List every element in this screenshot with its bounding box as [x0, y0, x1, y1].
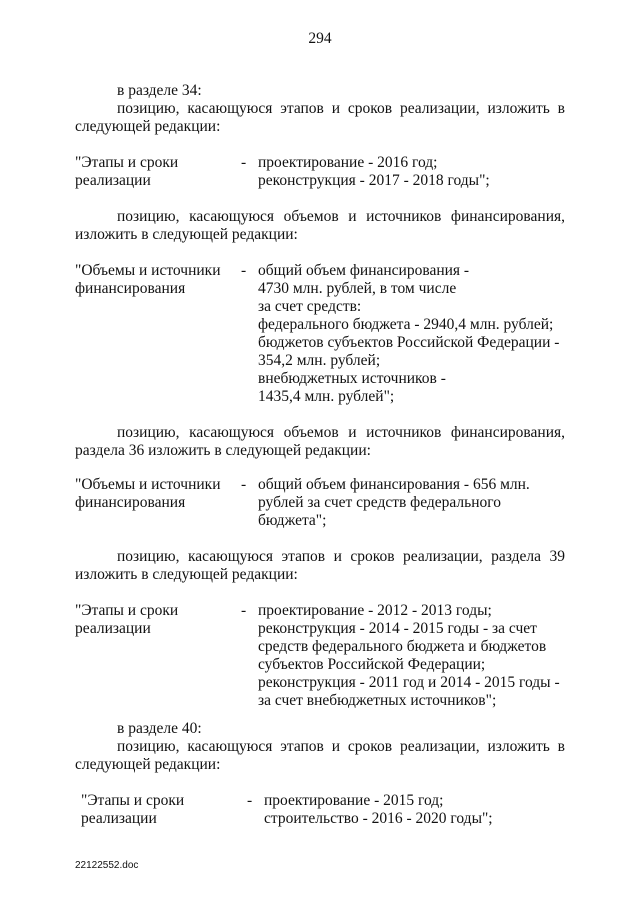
label-line: "Объемы и источники: [75, 262, 221, 279]
value-line: за счет внебюджетных источников";: [258, 692, 497, 709]
section34-intro: [75, 82, 565, 136]
row-label: [81, 792, 251, 828]
row-label: [75, 262, 245, 298]
value-line: 354,2 млн. рублей;: [258, 352, 381, 369]
paragraph-text: изложить в следующей редакции:: [75, 566, 298, 583]
row-value: [258, 602, 578, 710]
value-line: бюджетов субъектов Российской Федерации -: [258, 334, 560, 351]
value-line: бюджета";: [258, 512, 327, 529]
value-line: 4730 млн. рублей, в том числе: [258, 280, 457, 297]
paragraph-text: раздела 36 изложить в следующей редакции:: [75, 442, 371, 459]
value-line: реконструкция - 2014 - 2015 годы - за счет: [258, 620, 537, 637]
label-line: "Этапы и сроки: [75, 154, 179, 171]
label-line: реализации: [81, 810, 157, 827]
section34-header: в разделе 34:: [117, 82, 202, 99]
row-label: [75, 154, 245, 190]
value-line: проектирование - 2012 - 2013 годы;: [258, 602, 492, 619]
value-line: субъектов Российской Федерации;: [258, 656, 486, 673]
label-line: "Этапы и сроки: [75, 602, 179, 619]
label-line: реализации: [75, 172, 151, 189]
value-line: проектирование - 2015 год;: [264, 792, 444, 809]
row-dash: -: [241, 476, 247, 493]
row-label: [75, 602, 245, 638]
row-dash: -: [241, 262, 247, 279]
paragraph-text: позицию, касающуюся этапов и сроков реализации, изложить в: [117, 738, 565, 755]
label-line: "Этапы и сроки: [81, 792, 185, 809]
label-line: финансирования: [75, 280, 186, 297]
value-line: 1435,4 млн. рублей";: [258, 388, 395, 405]
label-line: реализации: [75, 620, 151, 637]
value-line: общий объем финансирования - 656 млн.: [258, 476, 530, 493]
paragraph-text: изложить в следующей редакции:: [75, 226, 298, 243]
paragraph-2: [75, 208, 565, 244]
row-label: [75, 476, 245, 512]
value-line: средств федерального бюджета и бюджетов: [258, 638, 547, 655]
row-dash: -: [241, 602, 247, 619]
value-line: федерального бюджета - 2940,4 млн. рублей;: [258, 316, 554, 333]
value-line: общий объем финансирования -: [258, 262, 470, 279]
paragraph-text: следующей редакции:: [75, 118, 221, 135]
row-value: [258, 262, 578, 406]
section40-header: в разделе 40:: [117, 720, 202, 737]
value-line: внебюджетных источников -: [258, 370, 446, 387]
footer-doc-name: 22122552.doc: [75, 860, 139, 871]
row-value: [258, 154, 578, 190]
row-value: [264, 792, 584, 828]
value-line: рублей за счет средств федерального: [258, 494, 502, 511]
paragraph-text: позицию, касающуюся объемов и источников финансирования,: [117, 424, 565, 441]
value-line: реконструкция - 2017 - 2018 годы";: [258, 172, 490, 189]
paragraph-4: [75, 548, 565, 584]
value-line: реконструкция - 2011 год и 2014 - 2015 годы -: [258, 674, 560, 691]
row-value: [258, 476, 578, 530]
paragraph-text: позицию, касающуюся этапов и сроков реализации, изложить в: [117, 100, 565, 117]
paragraph-text: позицию, касающуюся объемов и источников финансирования,: [117, 208, 565, 225]
value-line: строительство - 2016 - 2020 годы";: [264, 810, 493, 827]
row-dash: -: [241, 154, 247, 171]
row-dash: -: [247, 792, 253, 809]
paragraph-text: позицию, касающуюся этапов и сроков реализации, раздела 39: [117, 548, 565, 565]
label-line: "Объемы и источники: [75, 476, 221, 493]
value-line: проектирование - 2016 год;: [258, 154, 438, 171]
section40-intro: [75, 720, 565, 774]
paragraph-3: [75, 424, 565, 460]
value-line: за счет средств:: [258, 298, 362, 315]
paragraph-text: следующей редакции:: [75, 756, 221, 773]
page-number: 294: [308, 30, 332, 47]
label-line: финансирования: [75, 494, 186, 511]
